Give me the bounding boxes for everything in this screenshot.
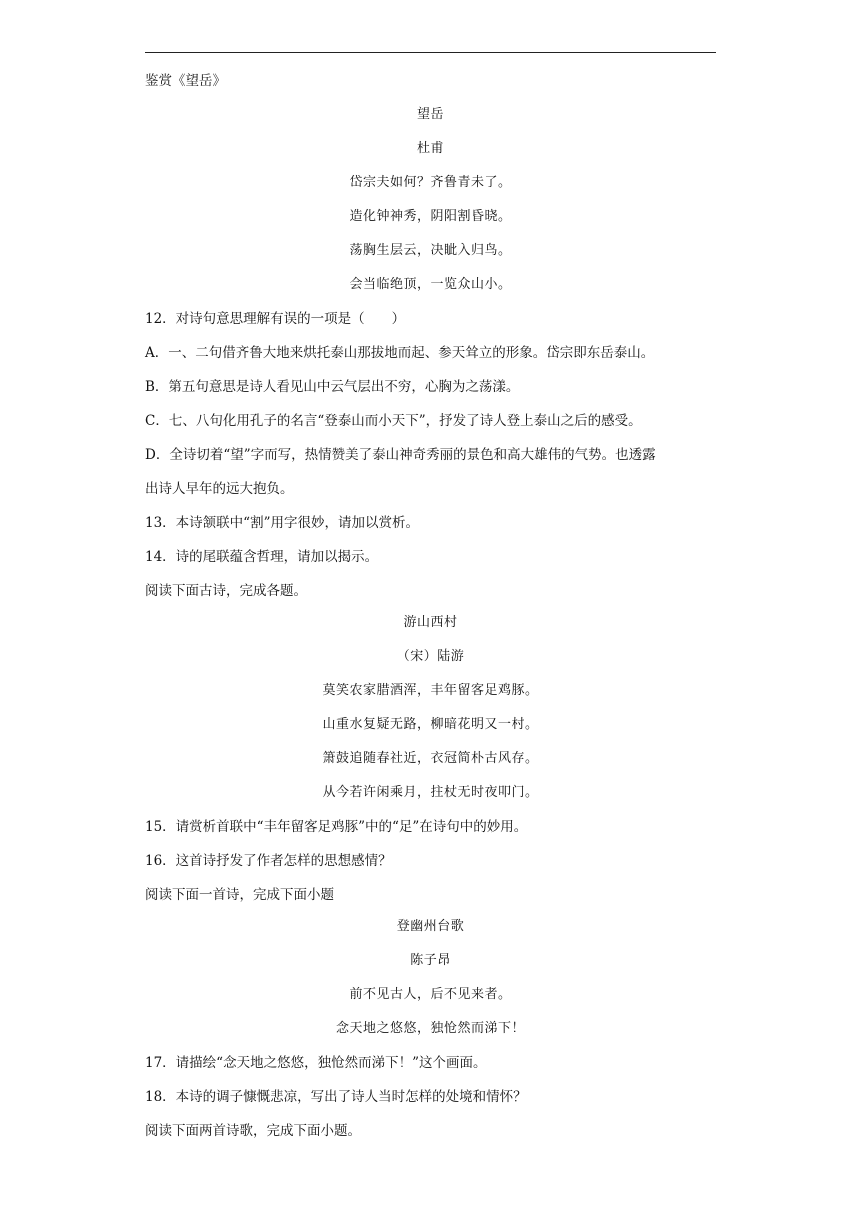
section2-intro: 阅读下面古诗，完成各题。 [145, 583, 307, 599]
header-rule [145, 52, 716, 53]
question-17: 17．请描绘“念天地之悠悠，独怆然而涕下！”这个画面。 [145, 1055, 487, 1071]
poem1-line-3: 荡胸生层云，决眦入归鸟。 [349, 243, 512, 258]
poem1-line-1: 岱宗夫如何？齐鲁青未了。 [349, 175, 512, 190]
poem2-author: （宋）陆游 [396, 649, 465, 664]
poem2-line-1: 莫笑农家腊酒浑，丰年留客足鸡豚。 [322, 683, 539, 698]
poem1-line-4: 会当临绝顶，一览众山小。 [349, 277, 512, 292]
question-12-option-c: C．七、八句化用孔子的名言“登泰山而小天下”，抒发了诗人登上泰山之后的感受。 [145, 413, 642, 429]
poem3-line-1: 前不见古人，后不见来者。 [349, 987, 512, 1002]
question-14: 14．诗的尾联蕴含哲理，请加以揭示。 [145, 549, 379, 565]
question-12-option-a: A．一、二句借齐鲁大地来烘托泰山那拔地而起、参天耸立的形象。岱宗即东岳泰山。 [145, 345, 655, 361]
question-18: 18．本诗的调子慷慨悲凉，写出了诗人当时怎样的处境和情怀？ [145, 1089, 527, 1105]
question-12-stem: 12．对诗句意思理解有误的一项是（ ） [145, 311, 406, 327]
question-13: 13．本诗颔联中“割”用字很妙，请加以赏析。 [145, 515, 419, 531]
poem2-line-3: 箫鼓追随春社近，衣冠简朴古风存。 [322, 751, 539, 766]
poem3-line-2: 念天地之悠悠，独怆然而涕下！ [335, 1021, 525, 1036]
poem2-line-4: 从今若许闲乘月，拄杖无时夜叩门。 [322, 785, 539, 800]
question-12-option-d-continued: 出诗人早年的远大抱负。 [145, 481, 294, 497]
question-15: 15．请赏析首联中“丰年留客足鸡豚”中的“足”在诗句中的妙用。 [145, 819, 528, 835]
poem3-author: 陈子昂 [410, 953, 451, 968]
poem1-author: 杜甫 [416, 141, 444, 156]
section4-intro: 阅读下面两首诗歌，完成下面小题。 [145, 1123, 361, 1139]
section3-intro: 阅读下面一首诗，完成下面小题 [145, 887, 334, 903]
question-12-option-d: D．全诗切着“望”字而写，热情赞美了泰山神奇秀丽的景色和高大雄伟的气势。也透露 [145, 447, 656, 463]
section1-intro: 鉴赏《望岳》 [145, 73, 226, 89]
poem1-line-2: 造化钟神秀，阴阳割昏晓。 [349, 209, 512, 224]
question-16: 16．这首诗抒发了作者怎样的思想感情？ [145, 853, 392, 869]
poem2-title: 游山西村 [403, 615, 458, 630]
poem3-title: 登幽州台歌 [396, 919, 465, 934]
poem2-line-2: 山重水复疑无路，柳暗花明又一村。 [322, 717, 539, 732]
poem1-title: 望岳 [416, 107, 444, 122]
question-12-option-b: B．第五句意思是诗人看见山中云气层出不穷，心胸为之荡漾。 [145, 379, 520, 395]
